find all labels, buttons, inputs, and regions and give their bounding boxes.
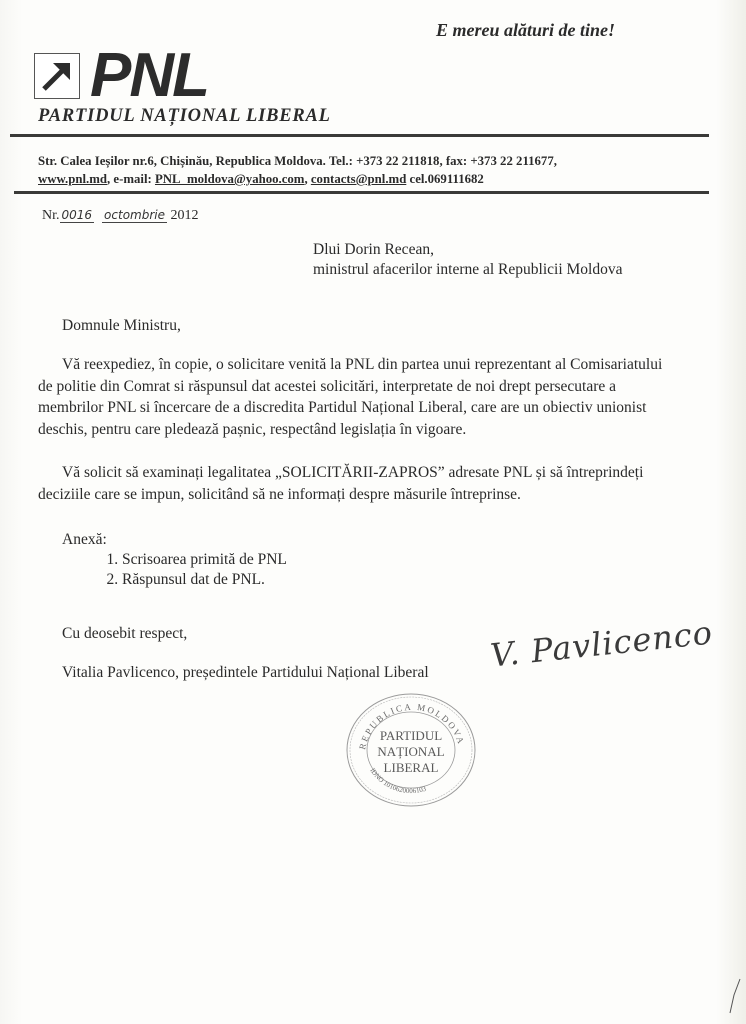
signer-name: Vitalia Pavlicenco, președintele Partidului Național Liberal xyxy=(62,664,429,681)
annex-item: 2. Răspunsul dat de PNL. xyxy=(122,570,287,590)
reference-number xyxy=(42,208,199,224)
annex xyxy=(62,530,287,590)
annex-item: 1. Scrisoarea primită de PNL xyxy=(122,550,287,570)
slogan: E mereu alături de tine! xyxy=(436,20,616,40)
separator: , xyxy=(304,172,311,186)
stamp-center-3: LIBERAL xyxy=(383,760,439,775)
email-link-2[interactable]: contacts@pnl.md xyxy=(310,172,407,186)
pen-mark xyxy=(728,975,742,1015)
contact-divider xyxy=(14,191,709,194)
handwritten-signature: V. Pavlicenco xyxy=(488,613,715,675)
pnl-logo xyxy=(34,41,208,110)
addressee xyxy=(313,240,622,280)
address-line: Str. Calea Ieșilor nr.6, Chișinău, Republica Moldova. Tel.: +373 22 211818, fax: +373 22 211677, xyxy=(38,154,557,168)
arrow-up-right-icon xyxy=(34,53,80,99)
header-divider xyxy=(10,134,709,137)
addressee-title: ministrul afacerilor interne al Republicii Moldova xyxy=(313,261,623,278)
logo-text: PNL xyxy=(90,41,208,110)
reference-number-value: 0016 xyxy=(61,208,93,222)
email-label: , e-mail: xyxy=(106,172,155,186)
closing-salutation: Cu deosebit respect, xyxy=(62,625,188,642)
party-name: PARTIDUL NAȚIONAL LIBERAL xyxy=(38,106,331,126)
stamp-center-1: PARTIDUL xyxy=(379,728,443,743)
cell-phone: cel.069111682 xyxy=(406,172,484,186)
email-link-1[interactable]: PNL_moldova@yahoo.com xyxy=(154,172,305,186)
reference-prefix: Nr. xyxy=(42,208,60,223)
reference-year: 2012 xyxy=(170,208,199,223)
body-paragraph-1: Vă reexpediez, în copie, o solicitare venită la PNL din partea unui reprezentant al Comisariatului de politie din Comrat si răspunsul dat acestei solicitări, interpretate de noi drept persecutare a membrilor PNL si încercare de a discredita Partidul Național Liberal, care are un obiectiv unionist deschis, pentru care pledează pașnic, respectând legislația în vigoare. xyxy=(38,356,663,438)
stamp-outer-top: REPUBLICA MOLDOVA xyxy=(357,701,467,751)
reference-month: octombrie xyxy=(104,208,165,222)
stamp-outer-bottom: IDNO 1010620006103 xyxy=(368,766,428,796)
annex-list xyxy=(62,550,287,590)
contact-info xyxy=(38,152,557,188)
annex-label: Anexă: xyxy=(62,531,107,548)
website-link[interactable]: www.pnl.md xyxy=(38,172,107,186)
official-stamp xyxy=(340,688,480,808)
stamp-center-2: NAȚIONAL xyxy=(377,744,445,759)
body-paragraph-2: Vă solicit să examinați legalitatea „SOLICITĂRII-ZAPROS” adresate PNL și să întreprindeți deciziile care se impun, solicitând să ne informați despre măsurile întreprinse. xyxy=(38,464,644,503)
addressee-name: Dlui Dorin Recean, xyxy=(313,241,434,258)
greeting: Domnule Ministru, xyxy=(62,317,181,334)
